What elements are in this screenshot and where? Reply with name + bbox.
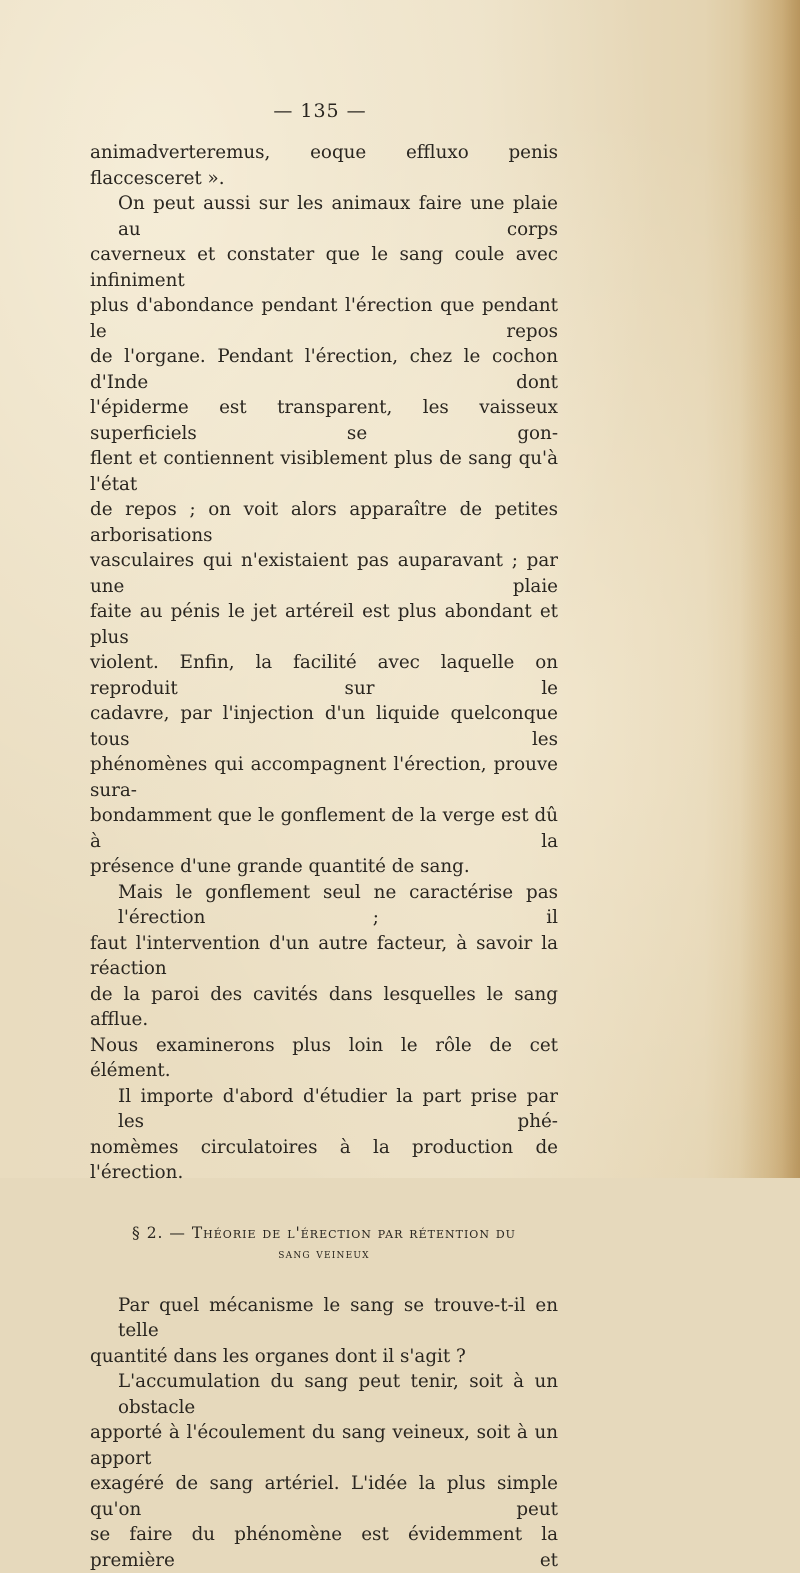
text-line: quantité dans les organes dont il s'agit ?: [90, 1345, 466, 1367]
text-line: Par quel mécanisme le sang se trouve-t-il en telle: [118, 1294, 558, 1341]
text-line: de la paroi des cavités dans lesquelles le sang afflue.: [90, 983, 558, 1030]
text-line: présence d'une grande quantité de sang.: [90, 856, 470, 877]
text-line: Nous examinerons plus loin le rôle de cet élément.: [90, 1034, 558, 1081]
text-line: bondamment que le gonflement de la verge est dû à la: [90, 805, 558, 852]
text-line: caverneux et constater que le sang coule avec infiniment: [90, 244, 558, 291]
text-line: de repos ; on voit alors apparaître de petites arborisations: [90, 499, 558, 546]
text-line: flent et contiennent visiblement plus de sang qu'à l'état: [90, 448, 558, 495]
paragraph-5: [90, 1293, 558, 1370]
text-line: nomèmes circulatoires à la production de l'érection.: [90, 1136, 558, 1183]
page-edge-stain: [740, 0, 800, 1178]
paragraph-1: [90, 140, 558, 191]
paragraph-6: [90, 1369, 558, 1573]
text-line: L'accumulation du sang peut tenir, soit à un obstacle: [118, 1371, 558, 1418]
text-line: apporté à l'écoulement du sang veineux, soit à un apport: [90, 1422, 558, 1469]
text-line: exagéré de sang artériel. L'idée la plus simple qu'on peut: [90, 1473, 558, 1520]
text-line: se faire du phénomène est évidemment la première et: [90, 1524, 558, 1571]
text-line: Il importe d'abord d'étudier la part prise par les phé-: [118, 1085, 558, 1132]
text-line: plus d'abondance pendant l'érection que pendant le repos: [90, 295, 558, 342]
text-line: vasculaires qui n'existaient pas auparavant ; par une plaie: [90, 550, 558, 597]
paragraph-2: [90, 191, 558, 880]
text-line: faut l'intervention d'un autre facteur, à savoir la réaction: [90, 932, 558, 979]
text-line: phénomènes qui accompagnent l'érection, prouve sura-: [90, 754, 558, 801]
text-line: l'épiderme est transparent, les vaisseux superficiels se gon-: [90, 397, 558, 444]
section-heading: [90, 1223, 558, 1265]
text-line: de l'organe. Pendant l'érection, chez le cochon d'Inde dont: [90, 346, 558, 393]
paragraph-4: [90, 1084, 558, 1186]
text-line: violent. Enfin, la facilité avec laquelle on reproduit sur le: [90, 652, 558, 699]
text-line: animadverteremus, eoque effluxo penis flaccesceret ».: [90, 142, 558, 189]
text-line: Mais le gonflement seul ne caractérise pas l'érection ; il: [118, 881, 558, 928]
section-heading-line-1: § 2. — Théorie de l'érection par rétention du: [132, 1223, 516, 1242]
paragraph-3: [90, 880, 558, 1084]
page-number: — 135 —: [273, 100, 367, 122]
text-line: On peut aussi sur les animaux faire une plaie au corps: [118, 193, 558, 240]
text-line: cadavre, par l'injection d'un liquide quelconque tous les: [90, 703, 558, 750]
section-heading-line-2: sang veineux: [278, 1245, 370, 1262]
text-line: faite au pénis le jet artéreil est plus abondant et plus: [90, 601, 558, 648]
body-text: [90, 140, 558, 1573]
